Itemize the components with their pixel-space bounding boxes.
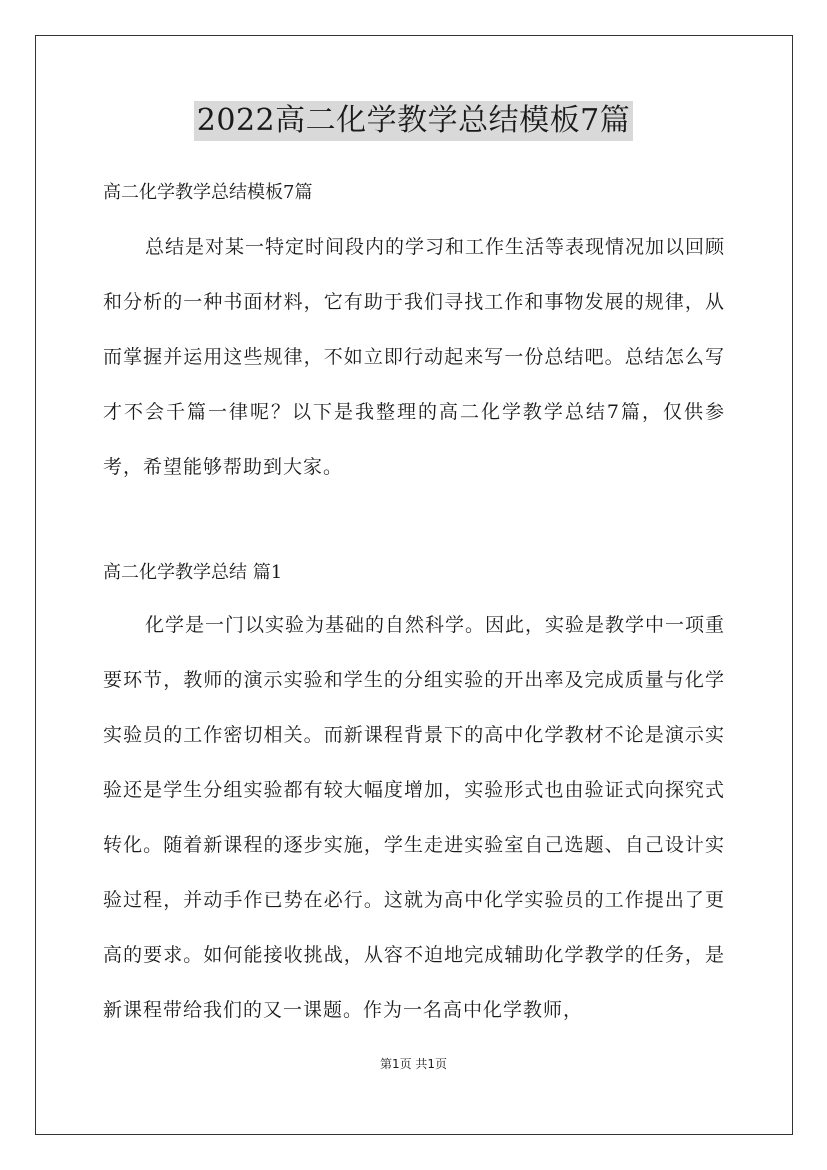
- document-title-text: 2022高二化学教学总结模板7篇: [194, 101, 633, 141]
- document-subtitle: 高二化学教学总结模板7篇: [103, 182, 313, 203]
- page-footer: 第1页 共1页: [379, 1057, 448, 1071]
- intro-paragraph: 总结是对某一特定时间段内的学习和工作生活等表现情况加以回顾和分析的一种书面材料，它有助于我们寻找工作和事物发展的规律，从而掌握并运用这些规律，不如立即行动起来写一份总结吧。总结怎么写才不会千篇一律呢？以下是我整理的高二化学教学总结7篇，仅供参考，希望能够帮助到大家。: [103, 236, 726, 478]
- section-heading: 高二化学教学总结 篇1: [103, 562, 283, 583]
- section-paragraph: 化学是一门以实验为基础的自然科学。因此，实验是教学中一项重要环节，教师的演示实验和学生的分组实验的开出率及完成质量与化学实验员的工作密切相关。而新课程背景下的高中化学教材不论是演示实验还是学生分组实验都有较大幅度增加，实验形式也由验证式向探究式转化。随着新课程的逐步实施，学生走进实验室自己选题、自己设计实验过程，并动手作已势在必行。这就为高中化学实验员的工作提出了更高的要求。如何能接收挑战，从容不迫地完成辅助化学教学的任务，是新课程带给我们的又一课题。作为一名高中化学教师，: [103, 614, 726, 1021]
- document-title: [0, 100, 827, 141]
